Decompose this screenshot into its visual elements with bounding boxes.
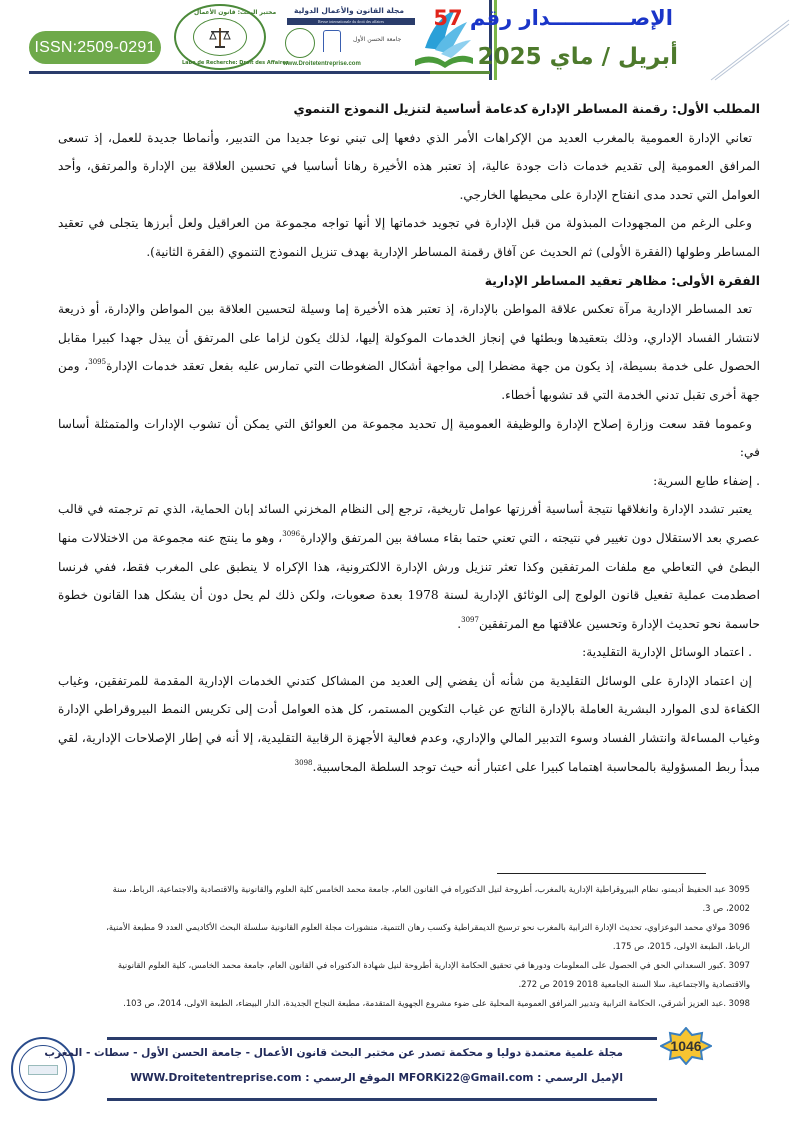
page-number: 1046 — [670, 1038, 702, 1054]
footnote-ref-3096[interactable]: 3096 — [282, 529, 301, 538]
header-rule — [29, 71, 459, 74]
list-item-heading: . إضفاء طابع السرية: — [653, 473, 760, 488]
issue-label: الإصـــــــــــدار رقم — [469, 6, 673, 30]
footer-journal-description: مجلة علمية معتمدة دوليا و محكمة تصدر عن مختبر البحث قانون الأعمال - جامعة الحسن الأول - سطات - المغرب — [44, 1047, 623, 1059]
paragraph — [58, 295, 760, 409]
footnote-3095: 3095 عبد الحفيظ أديمنو، نظام البيروقراطية الإدارية بالمغرب، أطروحة لنيل الدكتوراه في القانون العام، جامعة محمد الخامس كلية العلوم والقانونية والاقتصادية والاجتماعية، الرباط، سنة 2002، ص 3. — [112, 884, 750, 913]
paragraph: تعاني الإدارة العمومية بالمغرب العديد من الإكراهات الأمر الذي دفعها إلى تبني نوعا جديدا من التدبير، وأنماطا جديدة للعمل، إذ تسعى المرافق العمومية إلى تقديم خدمات ذات جودة عالية، إذ تعتبر هذه الأخيرة رهانا أساسيا في تحسين العلاقة بين الإدارة والمرتفق، وأحد العوامل التي تحدد مدى انفتاح الإدارة على محيطها الخارجي. — [58, 130, 760, 202]
footnote-ref-3098[interactable]: 3098 — [294, 758, 313, 767]
footnote-separator — [497, 873, 706, 874]
subsection-heading: الفقرة الأولى: مظاهر تعقيد المساطر الإدارية — [484, 273, 760, 288]
issn-badge: ISSN:2509-0291 — [29, 31, 161, 64]
journal-title-ar: مجلة القانون والأعمال الدولية — [293, 6, 405, 15]
website-link[interactable]: WWW.Droitetentreprise.com — [130, 1072, 302, 1084]
website-label: الموقع الرسمي : — [301, 1072, 395, 1084]
journal-title-fr: Revue internationale du droit des affaires — [287, 18, 415, 25]
footer-rule-top — [107, 1037, 657, 1040]
footnote-ref-3097[interactable]: 3097 — [461, 615, 479, 624]
footnote-3096: 3096 مولاي محمد البوعزاوي، تحديث الإدارة الترابية بالمغرب نحو ترسيخ الديمقراطية وكسب رهان التنمية، منشورات مجلة العلوم القانونية سلسلة البحث الأكاديمي العدد 9 مطبعة الأمنية، الرباط، الطبعة الاولى، 2015، ص 175. — [106, 922, 750, 951]
issue-number: 57 — [433, 6, 463, 30]
stamp-logo-icon — [28, 1065, 58, 1075]
footnote-ref-3095[interactable]: 3095 — [88, 358, 107, 367]
email-link[interactable]: MFORKi22@Gmail.com — [398, 1072, 534, 1084]
paragraph-text: ، وهو ما ينتج عنه مجموعة من الاختلالات منها البطئ في التعاطي مع ملفات المرتفقين وكذا تعثر تنزيل ورش الإدارة الالكترونية، هذا الإكراه لا ينطبق على المغرب فقط، ففي فرنسا اصطدمت عملية تفعيل قانون الولوج إلى الوثائق الإدارية لسنة 1978 بعدة صعوبات، ولكن ذلك لم يحل دون أن يشكل هدا القانون خطوة حاسمة نحو تحديث الإدارة وتحسين علاقتها مع المرتفقين — [58, 530, 760, 631]
university-castle-icon — [323, 30, 341, 52]
paragraph-text: . — [457, 616, 462, 631]
issue-number-title — [433, 6, 673, 30]
paragraph-text: تعد المساطر الإدارية مرآة تعكس علاقة المواطن بالإدارة، إذ تعتبر هذه الأخيرة إما وسيلة لتحسين العلاقة بين المواطن والإدارة، أو ذريعة لانتشار الفساد الإداري، وذلك بتعقيدها وبطئها في إنجاز الخدمات الموكولة إليها، لذلك يكون لزاما على المرتفق أن يبذل جهدا كبيرا مقابل الحصول على خدمة بسيطة، إذ يكون من جهة مضطرا إلى مواجهة أشكال الضغوطات التي تمارس عليه بفعل تعقد خدمات الإدارة — [58, 302, 761, 374]
email-label: الإميل الرسمي : — [533, 1072, 623, 1084]
seal-arabic-ring-text: مختبر البحث: قانون الأعمال — [194, 9, 277, 16]
section-heading: المطلب الأول: رقمنة المساطر الإدارة كدعامة أساسية لتنزيل النموذج التنموي — [293, 102, 760, 116]
mini-lab-seal-icon — [285, 28, 315, 58]
footer-rule-bottom — [107, 1098, 657, 1101]
university-name: جامعة الحسن الأول — [353, 36, 402, 43]
issue-date: أبريل / ماي 2025 — [477, 44, 678, 70]
journal-header — [0, 0, 793, 82]
article-body — [58, 95, 760, 781]
page-number-badge — [660, 1027, 712, 1065]
lab-seal-logo — [174, 4, 289, 70]
paragraph — [58, 495, 760, 638]
paragraph: وعموما فقد سعت وزارة إصلاح الإدارة والوظيفة العمومية إل تحديد مجموعة من العوائق التي يمكن أن تشوب الإدارات والمتمثلة أساسا في: — [58, 416, 760, 460]
footnote-3097: 3097 .كبور السعداني الحق في الحصول على المعلومات ودورها في تحقيق الحكامة الإدارية أطروحة لنيل شهادة الدكتوراه في القانون العام، جامعة محمد الخامس، كلية العلوم القانونية والاقتصادية والاجتماعية، سلا السنة الجامعية 2018 2019 ص 272. — [117, 960, 750, 989]
paragraph-text: إن اعتماد الإدارة على الوسائل التقليدية من شأنه أن يفضي إلى العديد من المشاكل كتدني الخدمات الإدارية المقدمة للمرتفقين، وغياب الكفاءة لدى الموارد البشرية العاملة بالإدارة الناتج عن غياب التكوين المستمر، كل هذه العوامل أدت إلى تكريس النمط البيروقراطي الإدارة وغياب المساءلة وانتشار الفساد وسوء التدبير المالي والإداري، وعدم فعالية الأجهزة الرقابية التقليدية، إلا أنه في إطار الإصلاحات الإدارية، لقي مبدأ ربط المسؤولية بالمحاسبة اهتماما كبيرا على اعتبار أنه حيث توجد السلطة المحاسبية. — [58, 673, 761, 774]
seal-latin-ring-text: Labo de Recherche: Droit des Affaires — [182, 60, 289, 66]
journal-website: www.Droitetentreprise.com — [283, 61, 361, 67]
seal-inner-ring — [193, 18, 247, 56]
list-item-heading: . اعتماد الوسائل الإدارية التقليدية: — [582, 645, 752, 660]
paragraph-text: يعتبر تشدد الإدارة وانغلاقها نتيجة أساسية أفرزتها عوامل تاريخية، ترجع إلى النظام المخزني السائد إبان الحماية، الذي تم ترجمته في قالب عصري بعد الاستقلال دون تغيير في نتيجته ، التي تعني حتما بقاء مسافة بين المرتفق والإدارة — [58, 502, 760, 545]
paragraph: وعلى الرغم من المجهودات المبذولة من قبل الإدارة في تجويد خدماتها إلا أنها تواجه مجموعة من العراقيل ولعل أبرزها يتجلى في تعقيد المساطر وطولها (الفقرة الأولى) ثم الحديث عن آفاق رقمنة المساطر الإدارية بهدف تنزيل النموذج التنموي (الفقرة الثانية). — [58, 216, 760, 259]
paragraph-text: ، ومن جهة أخرى تقبل تدني الخدمة التي قد تشوبها أخطاء. — [58, 359, 760, 402]
footer-contact — [130, 1072, 623, 1084]
footnote-3098: 3098 .عبد العزيز أشرقي، الحكامة الترابية وتدبير المرافق العمومية المحلية على ضوء مشروع الجهوية المتقدمة، مطبعة النجاح الجديدة، الدار البيضاء، الطبعة الاولى، 2014، ص 103. — [123, 998, 750, 1008]
paragraph — [58, 667, 760, 781]
decorative-diagonal-lines — [705, 18, 790, 82]
header-rule-accent — [430, 71, 490, 74]
scales-of-justice-icon — [207, 24, 233, 50]
footnotes — [86, 880, 750, 1013]
